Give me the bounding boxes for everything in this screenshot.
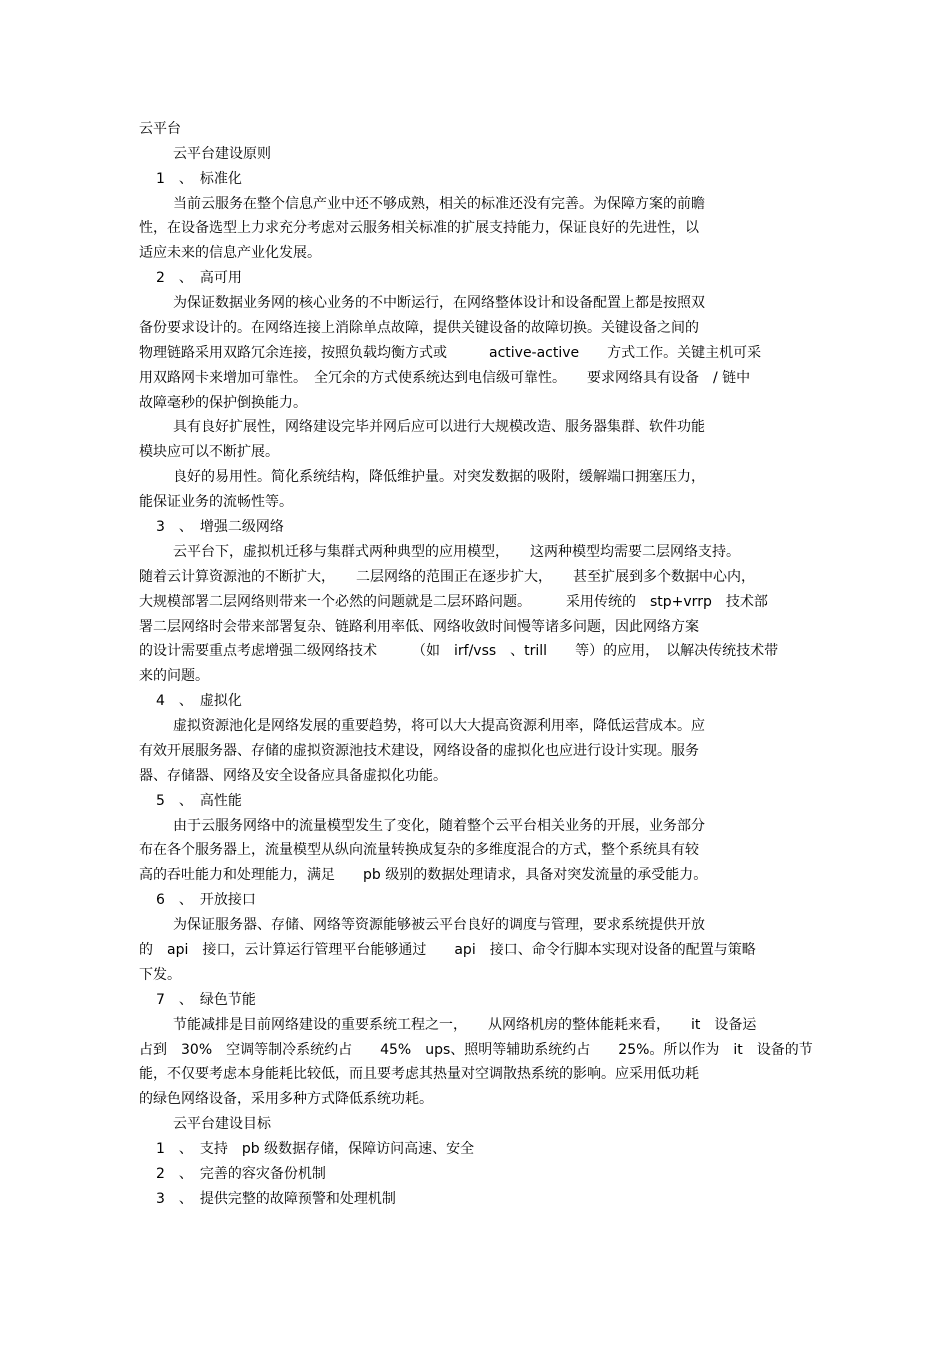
paragraph-line: 来的问题。 — [139, 668, 209, 684]
section-heading-principles: 云平台建设原则 — [173, 146, 271, 162]
principle-heading-2: 2 、 高可用 — [156, 270, 242, 286]
paragraph-line: 云平台下，虚拟机迁移与集群式两种典型的应用模型， 这两种模型均需要二层网络支持。 — [173, 544, 740, 560]
principle-heading-1: 1 、 标准化 — [156, 171, 242, 187]
paragraph-line: 有效开展服务器、存储的虚拟资源池技术建设，网络设备的虚拟化也应进行设计实现。服务 — [139, 743, 699, 759]
paragraph-line: 模块应可以不断扩展。 — [139, 444, 279, 460]
paragraph-line: 的设计需要重点考虑增强二级网络技术 （如 irf/vss 、trill 等）的应用， 以解决传统技术带 — [139, 643, 779, 659]
principle-heading-7: 7 、 绿色节能 — [156, 992, 256, 1008]
paragraph-line: 署二层网络时会带来部署复杂、链路利用率低、网络收敛时间慢等诸多问题，因此网络方案 — [139, 619, 699, 635]
paragraph-line: 布在各个服务器上，流量模型从纵向流量转换成复杂的多维度混合的方式，整个系统具有较 — [139, 842, 699, 858]
paragraph-line: 故障毫秒的保护倒换能力。 — [139, 395, 307, 411]
paragraph-line: 器、存储器、网络及安全设备应具备虚拟化功能。 — [139, 768, 447, 784]
paragraph-line: 性，在设备选型上力求充分考虑对云服务相关标准的扩展支持能力，保证良好的先进性，以 — [139, 220, 699, 236]
paragraph-line: 为保证服务器、存储、网络等资源能够被云平台良好的调度与管理，要求系统提供开放 — [173, 917, 705, 933]
paragraph-line: 用双路网卡来增加可靠性。 全冗余的方式使系统达到电信级可靠性。 要求网络具有设备 / 链中 — [139, 370, 751, 386]
paragraph-line: 节能减排是目前网络建设的重要系统工程之一， 从网络机房的整体能耗来看， it 设备运 — [173, 1017, 757, 1033]
paragraph-line: 占到 30% 空调等制冷系统约占 45% ups、照明等辅助系统约占 25%。所以作为 it 设备的节 — [139, 1042, 813, 1058]
paragraph-line: 良好的易用性。简化系统结构，降低维护量。对突发数据的吸附，缓解端口拥塞压力， — [173, 469, 705, 485]
principle-heading-5: 5 、 高性能 — [156, 793, 242, 809]
paragraph-line: 的绿色网络设备，采用多种方式降低系统功耗。 — [139, 1091, 433, 1107]
paragraph-line: 的 api 接口，云计算运行管理平台能够通过 api 接口、命令行脚本实现对设备的配置与策略 — [139, 942, 756, 958]
goal-item-1: 1 、 支持 pb 级数据存储，保障访问高速、安全 — [156, 1141, 475, 1157]
paragraph-line: 虚拟资源池化是网络发展的重要趋势，将可以大大提高资源利用率，降低运营成本。应 — [173, 718, 705, 734]
goal-item-3: 3 、 提供完整的故障预警和处理机制 — [156, 1191, 396, 1207]
paragraph-line: 能保证业务的流畅性等。 — [139, 494, 293, 510]
paragraph-line: 当前云服务在整个信息产业中还不够成熟，相关的标准还没有完善。为保障方案的前瞻 — [173, 196, 705, 212]
principle-heading-6: 6 、 开放接口 — [156, 892, 256, 908]
paragraph-line: 具有良好扩展性，网络建设完毕并网后应可以进行大规模改造、服务器集群、软件功能 — [173, 419, 705, 435]
paragraph-line: 为保证数据业务网的核心业务的不中断运行，在网络整体设计和设备配置上都是按照双 — [173, 295, 705, 311]
paragraph-line: 由于云服务网络中的流量模型发生了变化，随着整个云平台相关业务的开展，业务部分 — [173, 818, 705, 834]
principle-heading-4: 4 、 虚拟化 — [156, 693, 242, 709]
goal-item-2: 2 、 完善的容灾备份机制 — [156, 1166, 326, 1182]
paragraph-line: 能，不仅要考虑本身能耗比较低，而且要考虑其热量对空调散热系统的影响。应采用低功耗 — [139, 1066, 699, 1082]
paragraph-line: 备份要求设计的。在网络连接上消除单点故障，提供关键设备的故障切换。关键设备之间的 — [139, 320, 699, 336]
paragraph-line: 下发。 — [139, 967, 181, 983]
paragraph-line: 大规模部署二层网络则带来一个必然的问题就是二层环路问题。 采用传统的 stp+vrrp 技术部 — [139, 594, 768, 610]
paragraph-line: 随着云计算资源池的不断扩大， 二层网络的范围正在逐步扩大， 甚至扩展到多个数据中心内， — [139, 569, 755, 585]
principle-heading-3: 3 、 增强二级网络 — [156, 519, 284, 535]
paragraph-line: 高的吞吐能力和处理能力，满足 pb 级别的数据处理请求，具备对突发流量的承受能力。 — [139, 867, 708, 883]
paragraph-line: 适应未来的信息产业化发展。 — [139, 245, 321, 261]
paragraph-line: 物理链路采用双路冗余连接，按照负载均衡方式或 active-active 方式工作。关键主机可采 — [139, 345, 762, 361]
document-title: 云平台 — [139, 121, 181, 137]
section-heading-goals: 云平台建设目标 — [173, 1116, 271, 1132]
